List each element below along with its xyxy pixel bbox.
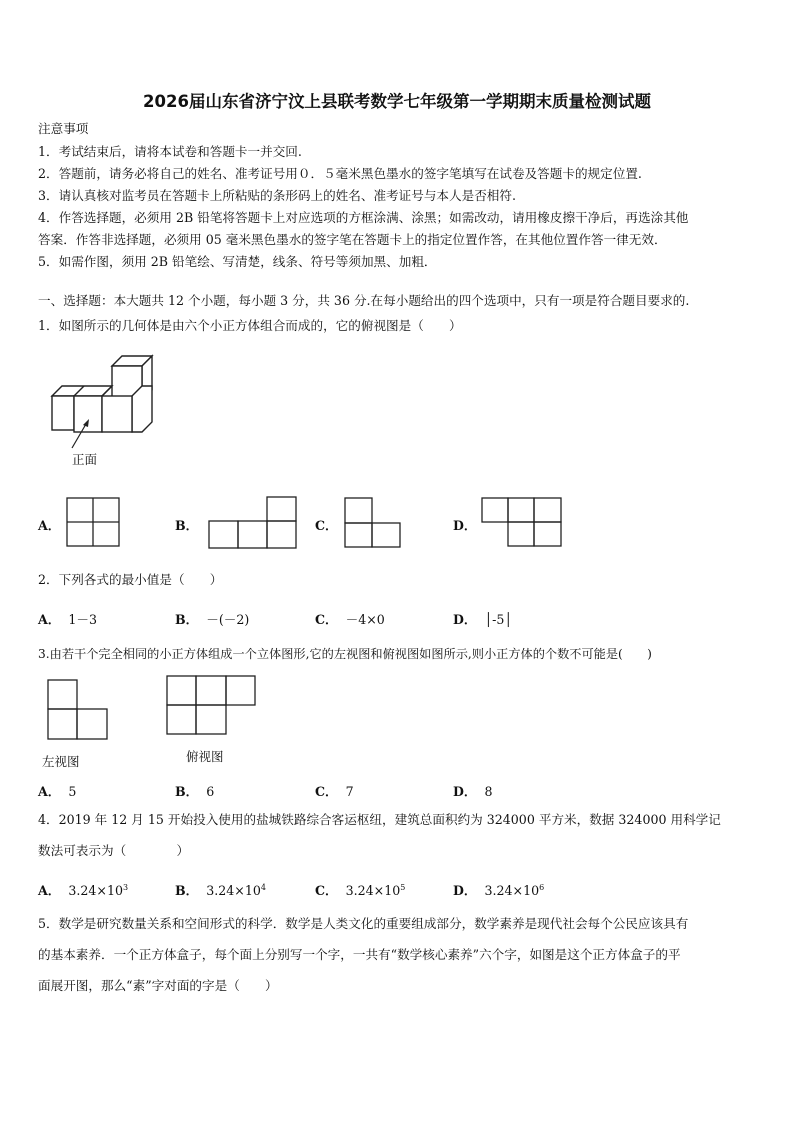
q1-solid-figure	[48, 352, 168, 442]
q3-top-view-figure	[166, 675, 258, 737]
notice-item-5: 5．如需作图，须用 2B 铅笔绘、写清楚，线条、符号等须加黑、加粗．	[38, 254, 437, 269]
notice-item-1: 1．考试结束后，请将本试卷和答题卡一并交回.	[38, 144, 302, 159]
q3-stem: 3.由若干个完全相同的小正方体组成一个立体图形,它的左视图和俯视图如图所示,则小正方体的个数不可能是( )	[38, 647, 652, 661]
q5-stem-line1: 5．数学是研究数量关系和空间形式的科学．数学是人类文化的重要组成部分，数学素养是现代社会每个公民应该具有	[38, 916, 689, 931]
q3-option-a[interactable]: A． 5	[38, 784, 77, 799]
q1-option-a-figure[interactable]	[66, 497, 120, 547]
q3-option-c[interactable]: C． 7	[315, 784, 354, 799]
q3-option-d[interactable]: D． 8	[453, 784, 493, 799]
q1-stem: 1．如图所示的几何体是由六个小正方体组合而成的，它的俯视图是（ ）	[38, 318, 462, 333]
q4-stem-line1: 4．2019 年 12 月 15 开始投入使用的盐城铁路综合客运枢纽，建筑总面积约为 324000 平方米，数据 324000 用科学记	[38, 812, 721, 827]
q1-option-d-label: D．	[453, 518, 477, 533]
q2-stem: 2．下列各式的最小值是（ ）	[38, 572, 223, 587]
q4-option-c[interactable]: C． $3.24\times 10^5$	[315, 882, 406, 898]
q2-option-d[interactable]: D． │-5│	[453, 612, 512, 627]
notice-item-4-cont: 答案．作答非选择题，必须用 05 毫米黑色墨水的签字笔在答题卡上的指定位置作答，在其他位置作答一律无效．	[38, 232, 667, 247]
q3-option-b[interactable]: B． 6	[175, 784, 215, 799]
q3-top-view-label: 俯视图	[186, 749, 224, 764]
q1-option-b-figure[interactable]	[208, 496, 298, 550]
q4-option-b[interactable]: B． $3.24\times 10^4$	[175, 882, 266, 898]
q4-stem-line2: 数法可表示为（ ）	[38, 843, 190, 858]
notice-item-3: 3．请认真核对监考员在答题卡上所粘贴的条形码上的姓名、准考证号与本人是否相符.	[38, 188, 516, 203]
front-label: 正面	[72, 452, 98, 467]
notice-item-4: 4．作答选择题，必须用 2B 铅笔将答题卡上对应选项的方框涂满、涂黑；如需改动，请用橡皮擦干净后，再选涂其他	[38, 210, 689, 225]
q3-left-view-figure	[47, 679, 109, 741]
q1-option-d-figure[interactable]	[481, 497, 563, 549]
q1-option-c-figure[interactable]	[344, 497, 402, 549]
page-title: 2026届山东省济宁汶上县联考数学七年级第一学期期末质量检测试题	[143, 92, 651, 111]
q4-option-d[interactable]: D． $3.24\times 10^6$	[453, 882, 545, 898]
q2-option-c[interactable]: C． －4×0	[315, 612, 385, 627]
section-header: 一、选择题：本大题共 12 个小题，每小题 3 分，共 36 分.在每小题给出的四个选项中，只有一项是符合题目要求的.	[38, 293, 690, 308]
q2-option-b[interactable]: B． －(－2)	[175, 612, 250, 627]
q2-option-a[interactable]: A． 1－3	[38, 612, 97, 627]
notice-item-2: 2．答题前，请务必将自己的姓名、准考证号用０．５毫米黑色墨水的签字笔填写在试卷及答题卡的规定位置.	[38, 166, 642, 181]
q5-stem-line2: 的基本素养．一个正方体盒子，每个面上分别写一个字，一共有“数学核心素养”六个字，如图是这个正方体盒子的平	[38, 947, 681, 962]
q4-option-a[interactable]: A． $3.24\times 10^3$	[38, 882, 129, 898]
notice-heading: 注意事项	[38, 121, 89, 136]
q3-left-view-label: 左视图	[42, 754, 80, 769]
q1-option-a-label: A．	[38, 518, 61, 533]
q5-stem-line3: 面展开图，那么“素”字对面的字是（ ）	[38, 978, 278, 993]
q1-option-b-label: B．	[175, 518, 199, 533]
q1-option-c-label: C．	[315, 518, 338, 533]
